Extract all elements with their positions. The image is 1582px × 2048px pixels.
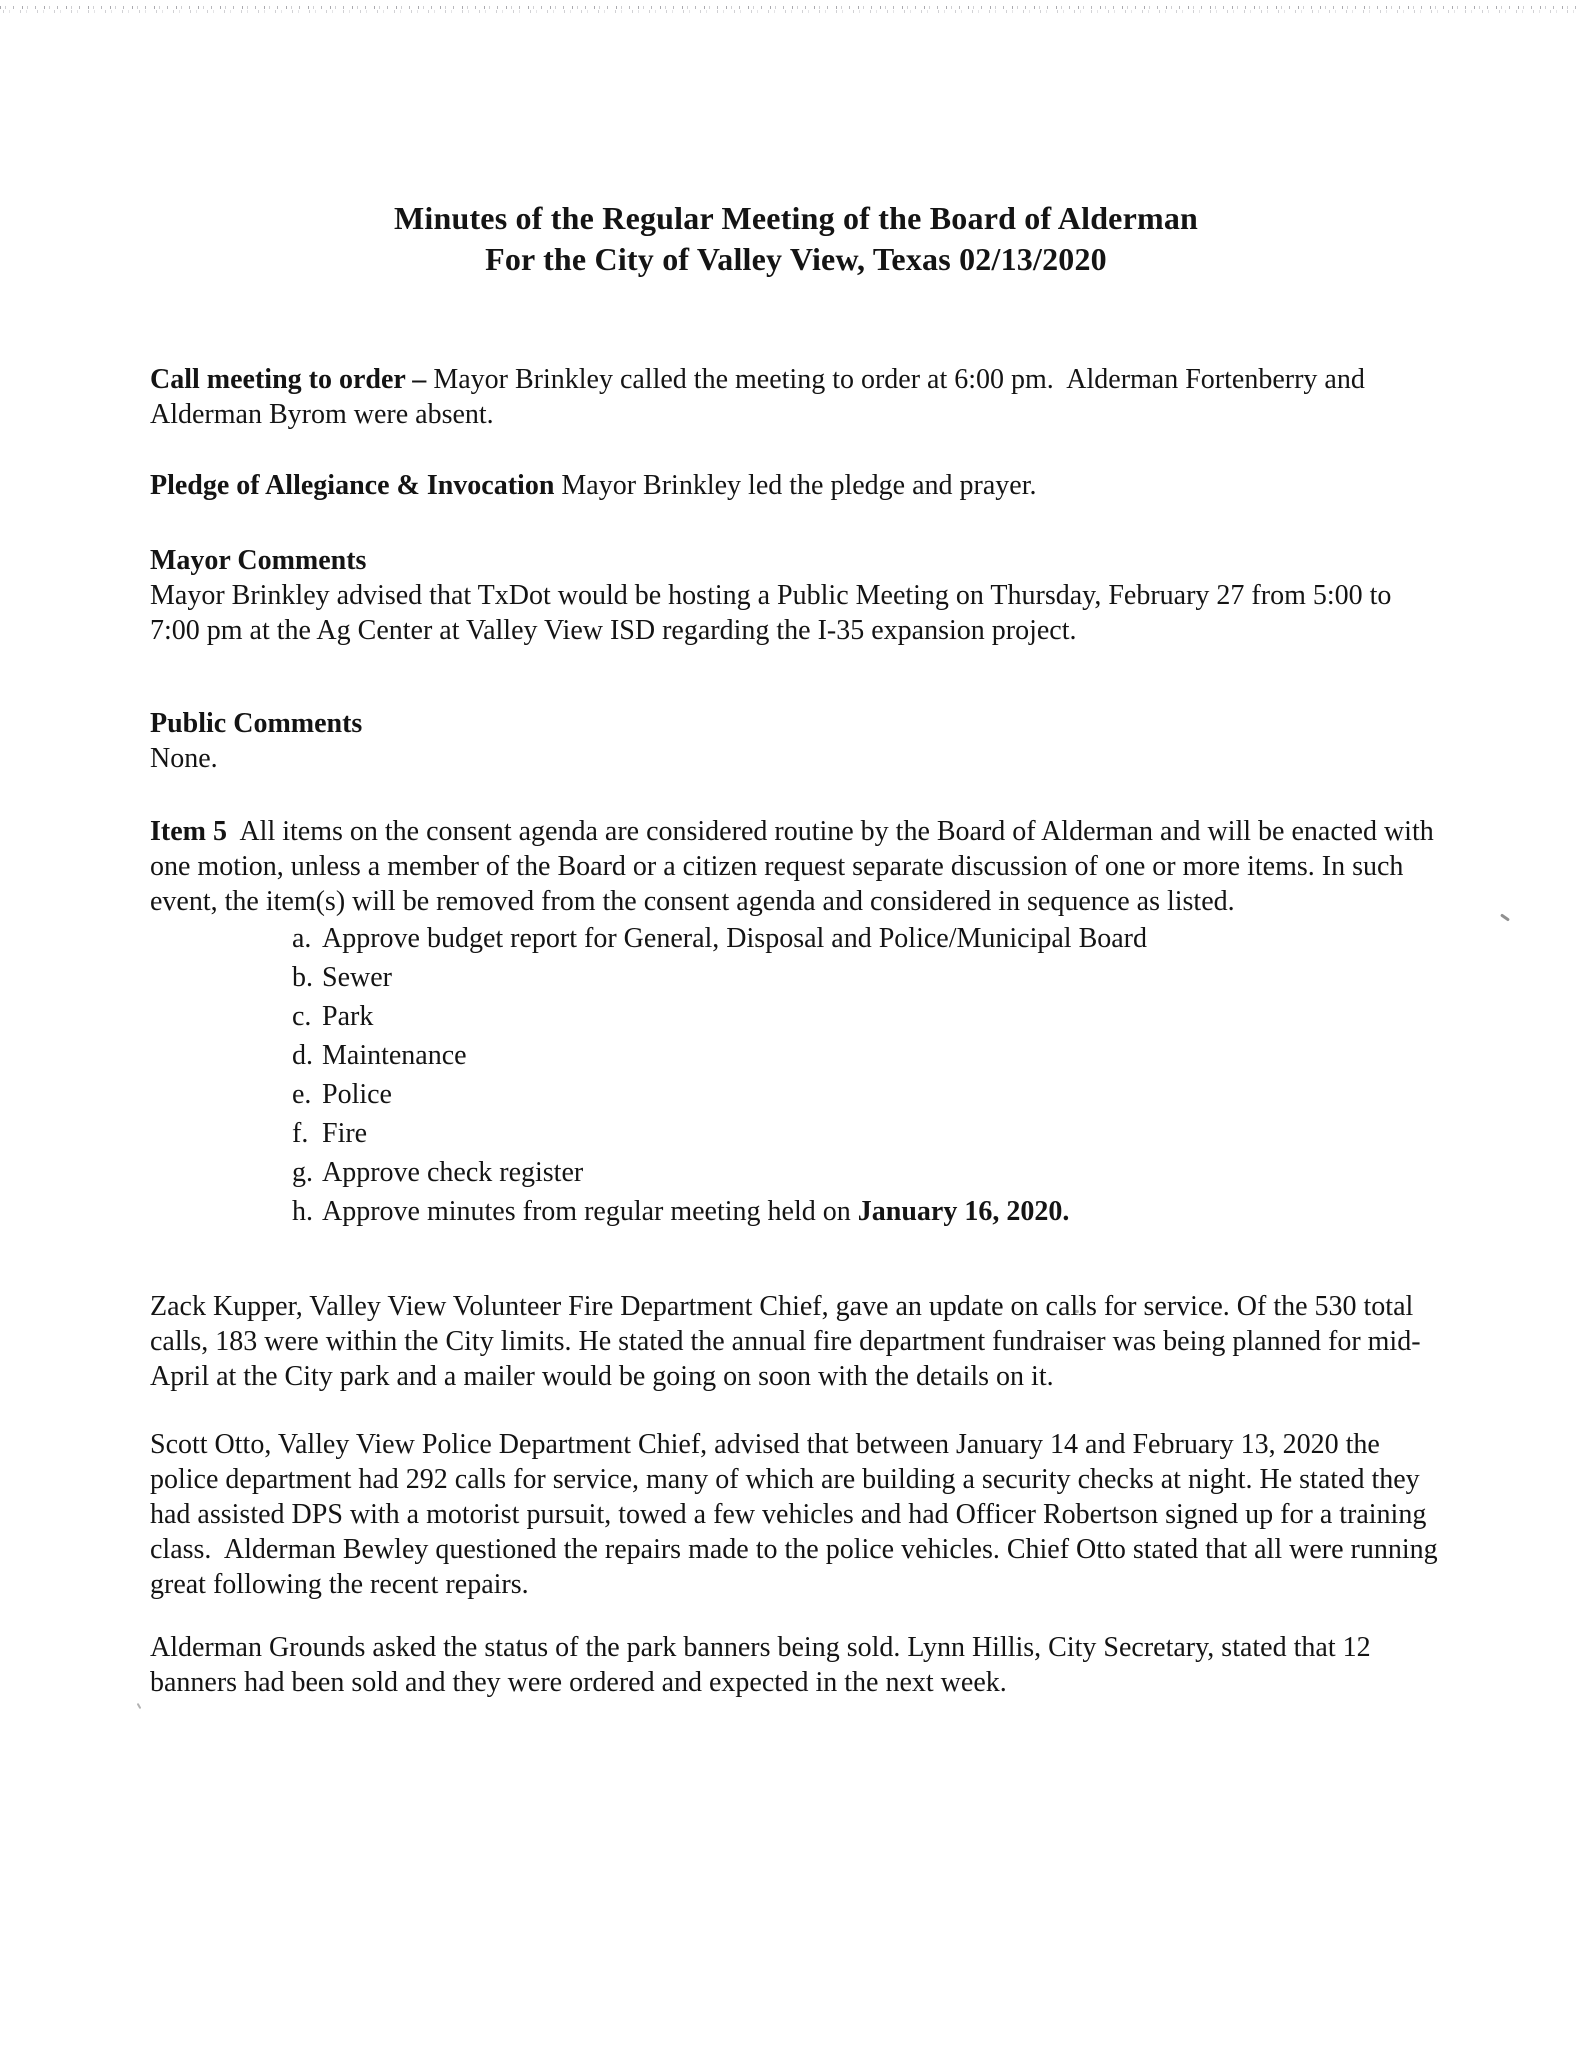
consent-item-text: Approve budget report for General, Disposal and Police/Municipal Board bbox=[322, 923, 1148, 954]
consent-item-text: Approve minutes from regular meeting held on bbox=[322, 1196, 858, 1227]
item5-body: All items on the consent agenda are considered routine by the Board of Alderman and will be enacted with one motion, unless a member of the Board or a citizen request separate discussion of one or more items. In such event, the item(s) will be removed from the consent agenda and considered in sequence as listed. bbox=[150, 816, 1441, 917]
consent-item-letter: f. bbox=[292, 1118, 309, 1149]
consent-item-letter: b. bbox=[292, 962, 313, 993]
scan-artifact-speck bbox=[1500, 913, 1510, 921]
document-content bbox=[150, 0, 1445, 1700]
consent-item-text: Fire bbox=[322, 1118, 368, 1149]
consent-item-a bbox=[292, 921, 1442, 956]
document-title-line1: Minutes of the Regular Meeting of the Board of Alderman bbox=[393, 200, 1199, 236]
consent-agenda-list bbox=[150, 921, 1442, 1229]
consent-item-letter: a. bbox=[292, 923, 312, 954]
document-title-line2: For the City of Valley View, Texas 02/13/2020 bbox=[485, 241, 1107, 277]
park-banners-update: Alderman Grounds asked the status of the park banners being sold. Lynn Hillis, City Secretary, stated that 12 banners had been sold and they were ordered and expected in the next week. bbox=[150, 1632, 1378, 1698]
section-item5 bbox=[150, 814, 1442, 919]
section-mayor-comments bbox=[150, 543, 1442, 648]
consent-item-bold: January 16, 2020. bbox=[857, 1196, 1070, 1227]
scan-artifact-speck bbox=[137, 1703, 142, 1709]
consent-item-text: Maintenance bbox=[322, 1040, 467, 1071]
section-call-to-order bbox=[150, 362, 1442, 432]
consent-item-f bbox=[292, 1116, 1442, 1151]
section-pledge bbox=[150, 468, 1442, 503]
consent-item-text: Police bbox=[322, 1079, 392, 1110]
mayor-comments-heading: Mayor Comments bbox=[150, 545, 367, 576]
mayor-comments-body: Mayor Brinkley advised that TxDot would be hosting a Public Meeting on Thursday, February 27 from 5:00 to 7:00 pm at the Ag Center at Valley View ISD regarding the I-35 expansion project. bbox=[150, 580, 1399, 646]
call-to-order-body: Mayor Brinkley called the meeting to order at 6:00 pm. Alderman Fortenberry and Alderman Byrom were absent. bbox=[150, 364, 1371, 430]
consent-item-g bbox=[292, 1155, 1442, 1190]
call-to-order-lead: Call meeting to order – bbox=[150, 364, 427, 395]
consent-item-letter: d. bbox=[292, 1040, 313, 1071]
consent-item-e bbox=[292, 1077, 1442, 1112]
item5-lead: Item 5 bbox=[150, 816, 227, 847]
public-comments-heading: Public Comments bbox=[150, 708, 363, 739]
public-comments-body: None. bbox=[150, 743, 218, 774]
police-department-report: Scott Otto, Valley View Police Department Chief, advised that between January 14 and February 13, 2020 the police department had 292 calls for service, many of which are building a security checks at night. He stated they had assisted DPS with a motorist pursuit, towed a few vehicles and had Officer Robertson signed up for a training class. Alderman Bewley questioned the repairs made to the police vehicles. Chief Otto stated that all were running great following the recent repairs. bbox=[150, 1429, 1445, 1600]
fire-department-report: Zack Kupper, Valley View Volunteer Fire Department Chief, gave an update on calls for service. Of the 530 total calls, 183 were within the City limits. He stated the annual fire department fundraiser was being planned for mid-April at the City park and a mailer would be going on soon with the details on it. bbox=[150, 1291, 1421, 1392]
scan-artifact-speck bbox=[1075, 1310, 1079, 1313]
consent-item-b bbox=[292, 960, 1442, 995]
consent-item-h bbox=[292, 1194, 1442, 1229]
consent-item-text: Sewer bbox=[322, 962, 392, 993]
pledge-lead: Pledge of Allegiance & Invocation bbox=[150, 470, 555, 501]
consent-item-letter: c. bbox=[292, 1001, 312, 1032]
document-title bbox=[150, 0, 1442, 280]
consent-item-d bbox=[292, 1038, 1442, 1073]
section-public-comments bbox=[150, 706, 1442, 776]
consent-item-text: Approve check register bbox=[322, 1157, 584, 1188]
consent-item-letter: h. bbox=[292, 1196, 313, 1227]
consent-item-c bbox=[292, 999, 1442, 1034]
consent-item-letter: e. bbox=[292, 1079, 312, 1110]
pledge-body: Mayor Brinkley led the pledge and prayer. bbox=[554, 470, 1037, 501]
consent-item-letter: g. bbox=[292, 1157, 313, 1188]
consent-item-text: Park bbox=[322, 1001, 374, 1032]
